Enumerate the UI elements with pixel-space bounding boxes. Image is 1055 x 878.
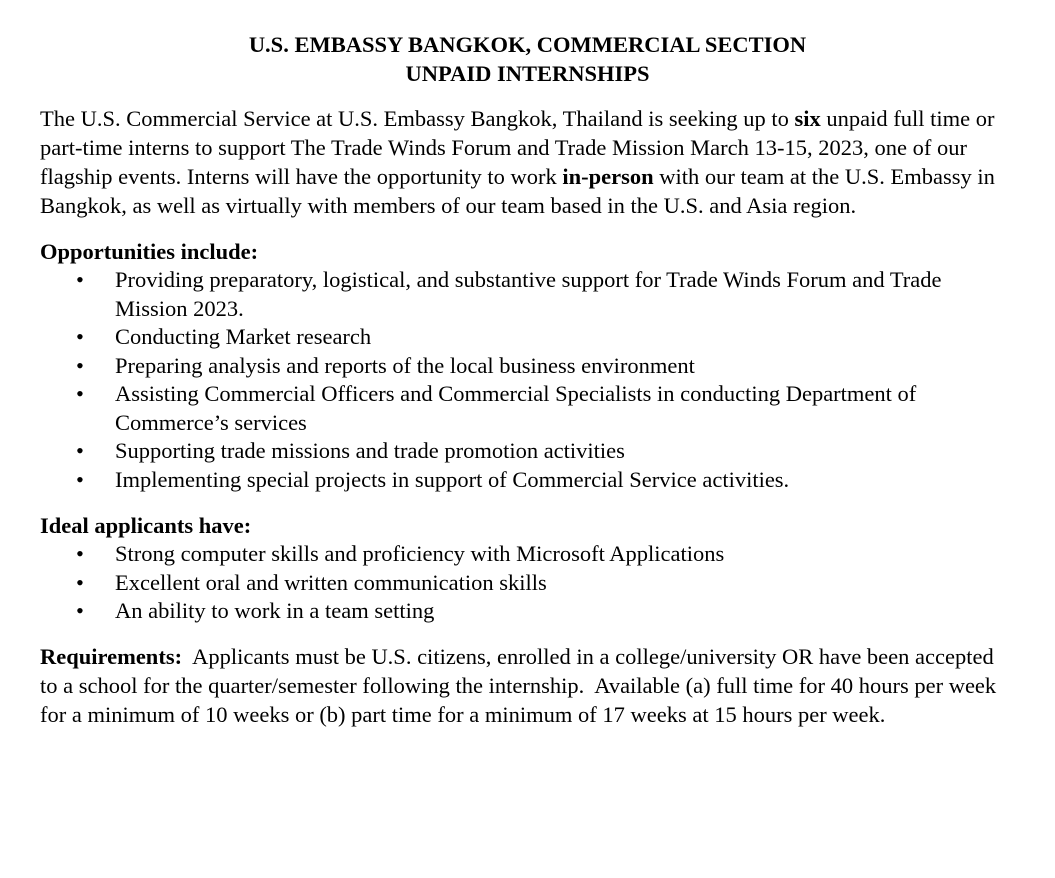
bullet-icon: •	[76, 466, 84, 492]
bullet-icon: •	[76, 541, 84, 566]
list-item	[40, 352, 1015, 381]
bullet-icon: •	[76, 324, 84, 349]
ideal-applicants-heading: Ideal applicants have:	[40, 513, 252, 538]
intro-text-3: with our team at the U.S. Embassy in Bangkok, as well as virtually with members of our team based in the U.S. and Asia region.	[40, 164, 995, 218]
intro-bold-in-person: in-person	[562, 164, 654, 189]
requirements-paragraph	[40, 642, 1015, 729]
bullet-icon: •	[76, 381, 84, 406]
list-item	[40, 569, 1015, 598]
opportunities-heading: Opportunities include:	[40, 239, 259, 264]
requirements-text: Applicants must be U.S. citizens, enrolled in a college/university OR have been accepted to a school for the quarter/semester following the internship. Available (a) full time for 40 hours per week for a minimum of 10 weeks or (b) part time for a minimum of 17 weeks at 15 hours per week.	[40, 643, 1002, 727]
header-line-2: UNPAID INTERNSHIPS	[405, 61, 650, 86]
list-item-text: Excellent oral and written communication skills	[115, 569, 547, 595]
list-item-text: An ability to work in a team setting	[115, 598, 435, 623]
list-item	[40, 323, 1015, 352]
list-item-text: Implementing special projects in support of Commercial Service activities.	[115, 466, 790, 492]
intro-bold-six: six	[794, 106, 821, 131]
list-item	[40, 437, 1015, 466]
header-line-1: U.S. EMBASSY BANGKOK, COMMERCIAL SECTION	[248, 32, 807, 57]
bullet-icon: •	[76, 438, 84, 463]
document-page	[40, 30, 1015, 729]
intro-text-2: unpaid full time or part-time interns to support The Trade Winds Forum and Trade Mission March 13-15, 2023, one of our flagship events. Interns will have the opportunity to work	[40, 106, 995, 189]
list-item-text: Preparing analysis and reports of the local business environment	[115, 352, 695, 378]
bullet-icon: •	[76, 352, 84, 378]
ideal-applicants-list	[40, 540, 1015, 626]
bullet-icon: •	[76, 267, 84, 292]
list-item	[40, 466, 1015, 495]
list-item	[40, 597, 1015, 626]
intro-text-1: The U.S. Commercial Service at U.S. Embassy Bangkok, Thailand is seeking up to	[40, 106, 795, 131]
list-item	[40, 266, 1015, 323]
bullet-icon: •	[76, 569, 84, 595]
list-item	[40, 540, 1015, 569]
list-item-text: Assisting Commercial Officers and Commercial Specialists in conducting Department of Commerce’s services	[115, 381, 917, 435]
intro-paragraph	[40, 104, 1015, 220]
list-item	[40, 380, 1015, 437]
document-header	[40, 30, 1015, 88]
opportunities-list	[40, 266, 1015, 494]
list-item-text: Supporting trade missions and trade promotion activities	[115, 438, 625, 463]
list-item-text: Strong computer skills and proficiency with Microsoft Applications	[115, 541, 725, 566]
list-item-text: Providing preparatory, logistical, and substantive support for Trade Winds Forum and Trade Mission 2023.	[115, 267, 942, 321]
bullet-icon: •	[76, 598, 84, 623]
list-item-text: Conducting Market research	[115, 324, 372, 349]
requirements-label: Requirements:	[40, 643, 183, 669]
